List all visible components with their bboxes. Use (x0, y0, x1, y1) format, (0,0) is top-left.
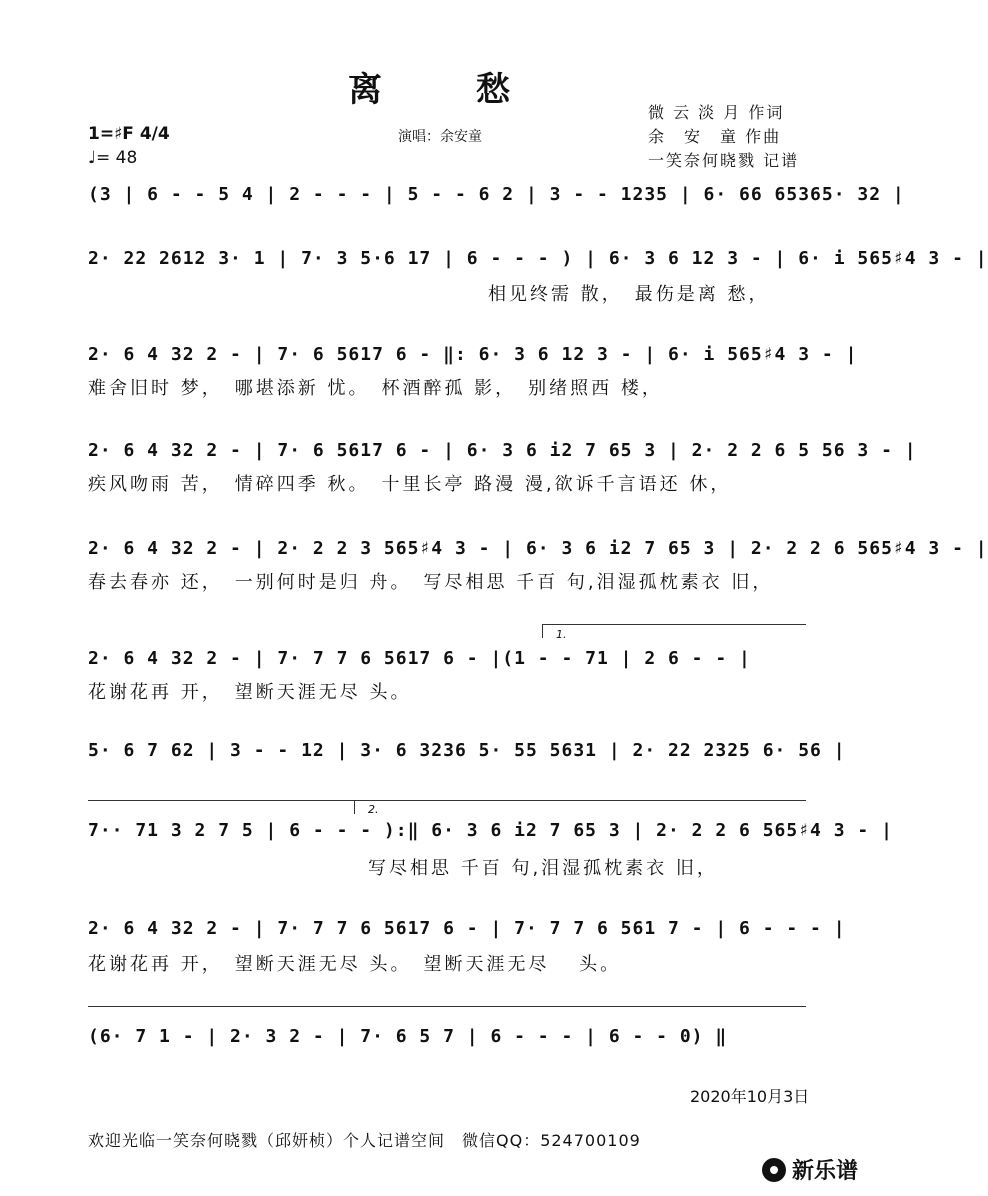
volta-bracket-continuation (88, 800, 806, 801)
notation-row: 5· 6 7 62 | 3 - - 12 | 3· 6 3236 5· 55 5631 | 2· 22 2325 6· 56 | (88, 740, 846, 761)
lyric-row: 花谢花再 开， 望断天涯无尽 头。 望断天涯无尽 头。 (88, 954, 622, 975)
lyric-row: 相见终需 散， 最伤是离 愁， (488, 284, 770, 305)
phrase-line (88, 1006, 806, 1007)
notation-row: (6· 7 1 - | 2· 3 2 - | 7· 6 5 7 | 6 - - - | 6 - - 0) ‖ (88, 1026, 728, 1047)
volta-label-1: 1. (556, 628, 567, 641)
transcription-date: 2020年10月3日 (690, 1087, 810, 1106)
notation-row: 2· 22 2612 3· 1 | 7· 3 5·6 17 | 6 - - - ) | 6· 3 6 12 3 - | 6· i 565♯4 3 - | (88, 248, 988, 269)
lyric-row: 写尽相思 千百 句,泪湿孤枕素衣 旧， (368, 858, 718, 879)
notation-row: 2· 6 4 32 2 - | 7· 7 7 6 5617 6 - |(1 - - 71 | 2 6 - - | (88, 648, 751, 669)
volta-bracket-1 (542, 624, 806, 625)
notation-row: (3 | 6 - - 5 4 | 2 - - - | 5 - - 6 2 | 3 - - 1235 | 6· 66 65365· 32 | (88, 184, 905, 205)
notation-row: 2· 6 4 32 2 - | 7· 7 7 6 5617 6 - | 7· 7 7 6 561 7 - | 6 - - - | (88, 918, 846, 939)
tempo-marking: ♩= 48 (88, 148, 138, 168)
notation-row: 2· 6 4 32 2 - | 7· 6 5617 6 - ‖: 6· 3 6 12 3 - | 6· i 565♯4 3 - | (88, 344, 858, 365)
page-title: 离 愁 (348, 70, 540, 110)
notation-row: 2· 6 4 32 2 - | 2· 2 2 3 565♯4 3 - | 6· 3 6 i2 7 65 3 | 2· 2 2 6 565♯4 3 - | (88, 538, 988, 559)
lyric-row: 难舍旧时 梦， 哪堪添新 忧。 杯酒醉孤 影， 别绪照西 楼， (88, 378, 663, 399)
site-logo (762, 1154, 858, 1185)
notation-row: 2· 6 4 32 2 - | 7· 6 5617 6 - | 6· 3 6 i2 7 65 3 | 2· 2 2 6 5 56 3 - | (88, 440, 917, 461)
volta-bracket-2-edge (354, 800, 355, 814)
key-signature: 1=♯F 4/4 (88, 124, 170, 144)
composer-credit: 余 安 童 作曲 (648, 127, 782, 146)
footer-contact: 欢迎光临一笑奈何晓戮（邱妍桢）个人记谱空间 微信QQ：524700109 (88, 1131, 641, 1150)
volta-label-2: 2. (368, 803, 379, 816)
lyricist-credit: 微 云 淡 月 作词 (648, 103, 785, 122)
lyric-row: 花谢花再 开， 望断天涯无尽 头。 (88, 682, 412, 703)
lyric-row: 疾风吻雨 苦， 情碎四季 秋。 十里长亭 路漫 漫,欲诉千言语还 休， (88, 474, 732, 495)
transcriber-credit: 一笑奈何晓戮 记谱 (648, 151, 800, 170)
volta-bracket-1-edge (542, 624, 543, 638)
notation-row: 7·· 71 3 2 7 5 | 6 - - - ):‖ 6· 3 6 i2 7 65 3 | 2· 2 2 6 565♯4 3 - | (88, 820, 893, 841)
singer-credit: 演唱：余安童 (398, 129, 482, 145)
lyric-row: 春去春亦 还， 一别何时是归 舟。 写尽相思 千百 句,泪湿孤枕素衣 旧， (88, 572, 774, 593)
music-disc-icon (762, 1158, 786, 1182)
logo-text: 新乐谱 (792, 1159, 859, 1184)
